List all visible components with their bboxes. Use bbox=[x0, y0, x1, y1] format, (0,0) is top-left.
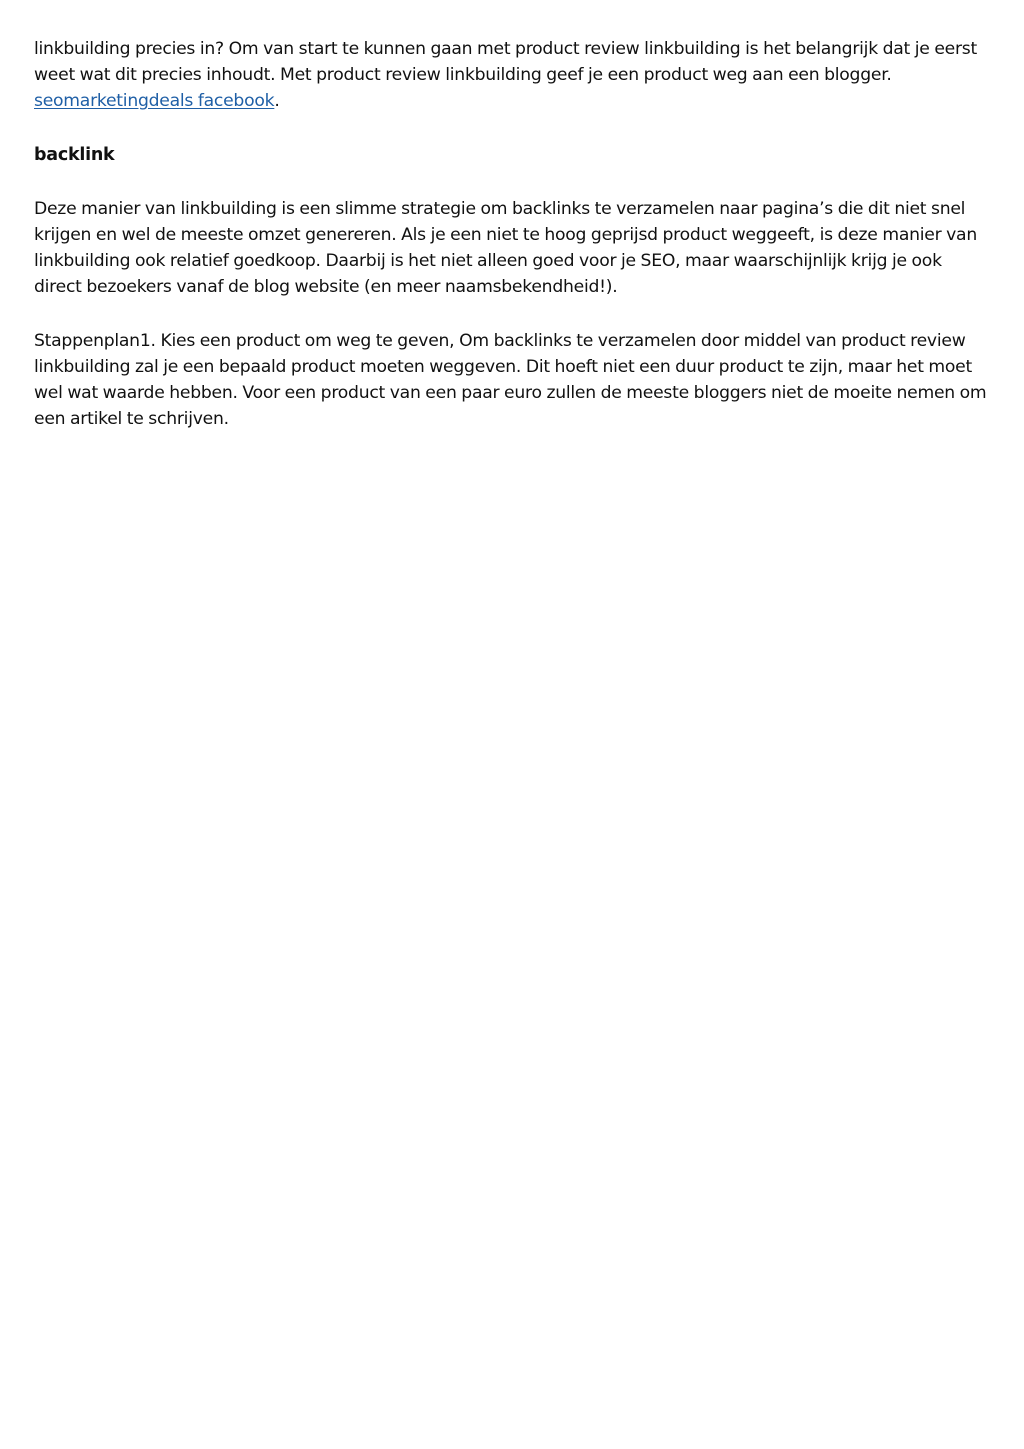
section-heading: backlink bbox=[34, 145, 115, 165]
body-paragraph-1: Deze manier van linkbuilding is een slimme strategie om backlinks te verzamelen naar pagina’s die dit niet snel krijgen en wel de meeste omzet genereren. Als je een niet te hoog geprijsd product weggeeft, is deze manier van linkbuilding ook relatief goedkoop. Daarbij is het niet alleen goed voor je SEO, maar waarschijnlijk krijg je ook direct bezoekers vanaf de blog website (en meer naamsbekendheid!). bbox=[34, 199, 977, 297]
seomarketingdeals-facebook-link[interactable]: seomarketingdeals facebook bbox=[34, 91, 275, 111]
body-paragraph-2: Stappenplan1. Kies een product om weg te geven, Om backlinks te verzamelen door middel van product review linkbuilding zal je een bepaald product moeten weggeven. Dit hoeft niet een duur product te zijn, maar het moet wel wat waarde hebben. Voor een product van een paar euro zullen de meeste bloggers niet de moeite nemen om een artikel te schrijven. bbox=[34, 331, 987, 429]
intro-trailing-punctuation: . bbox=[274, 91, 280, 111]
intro-text: linkbuilding precies in? Om van start te kunnen gaan met product review linkbuilding is het belangrijk dat je eerst weet wat dit precies inhoudt. Met product review linkbuilding geef je een product weg aan een blogger. bbox=[34, 39, 977, 85]
document-page bbox=[34, 36, 994, 432]
intro-paragraph bbox=[34, 36, 994, 114]
